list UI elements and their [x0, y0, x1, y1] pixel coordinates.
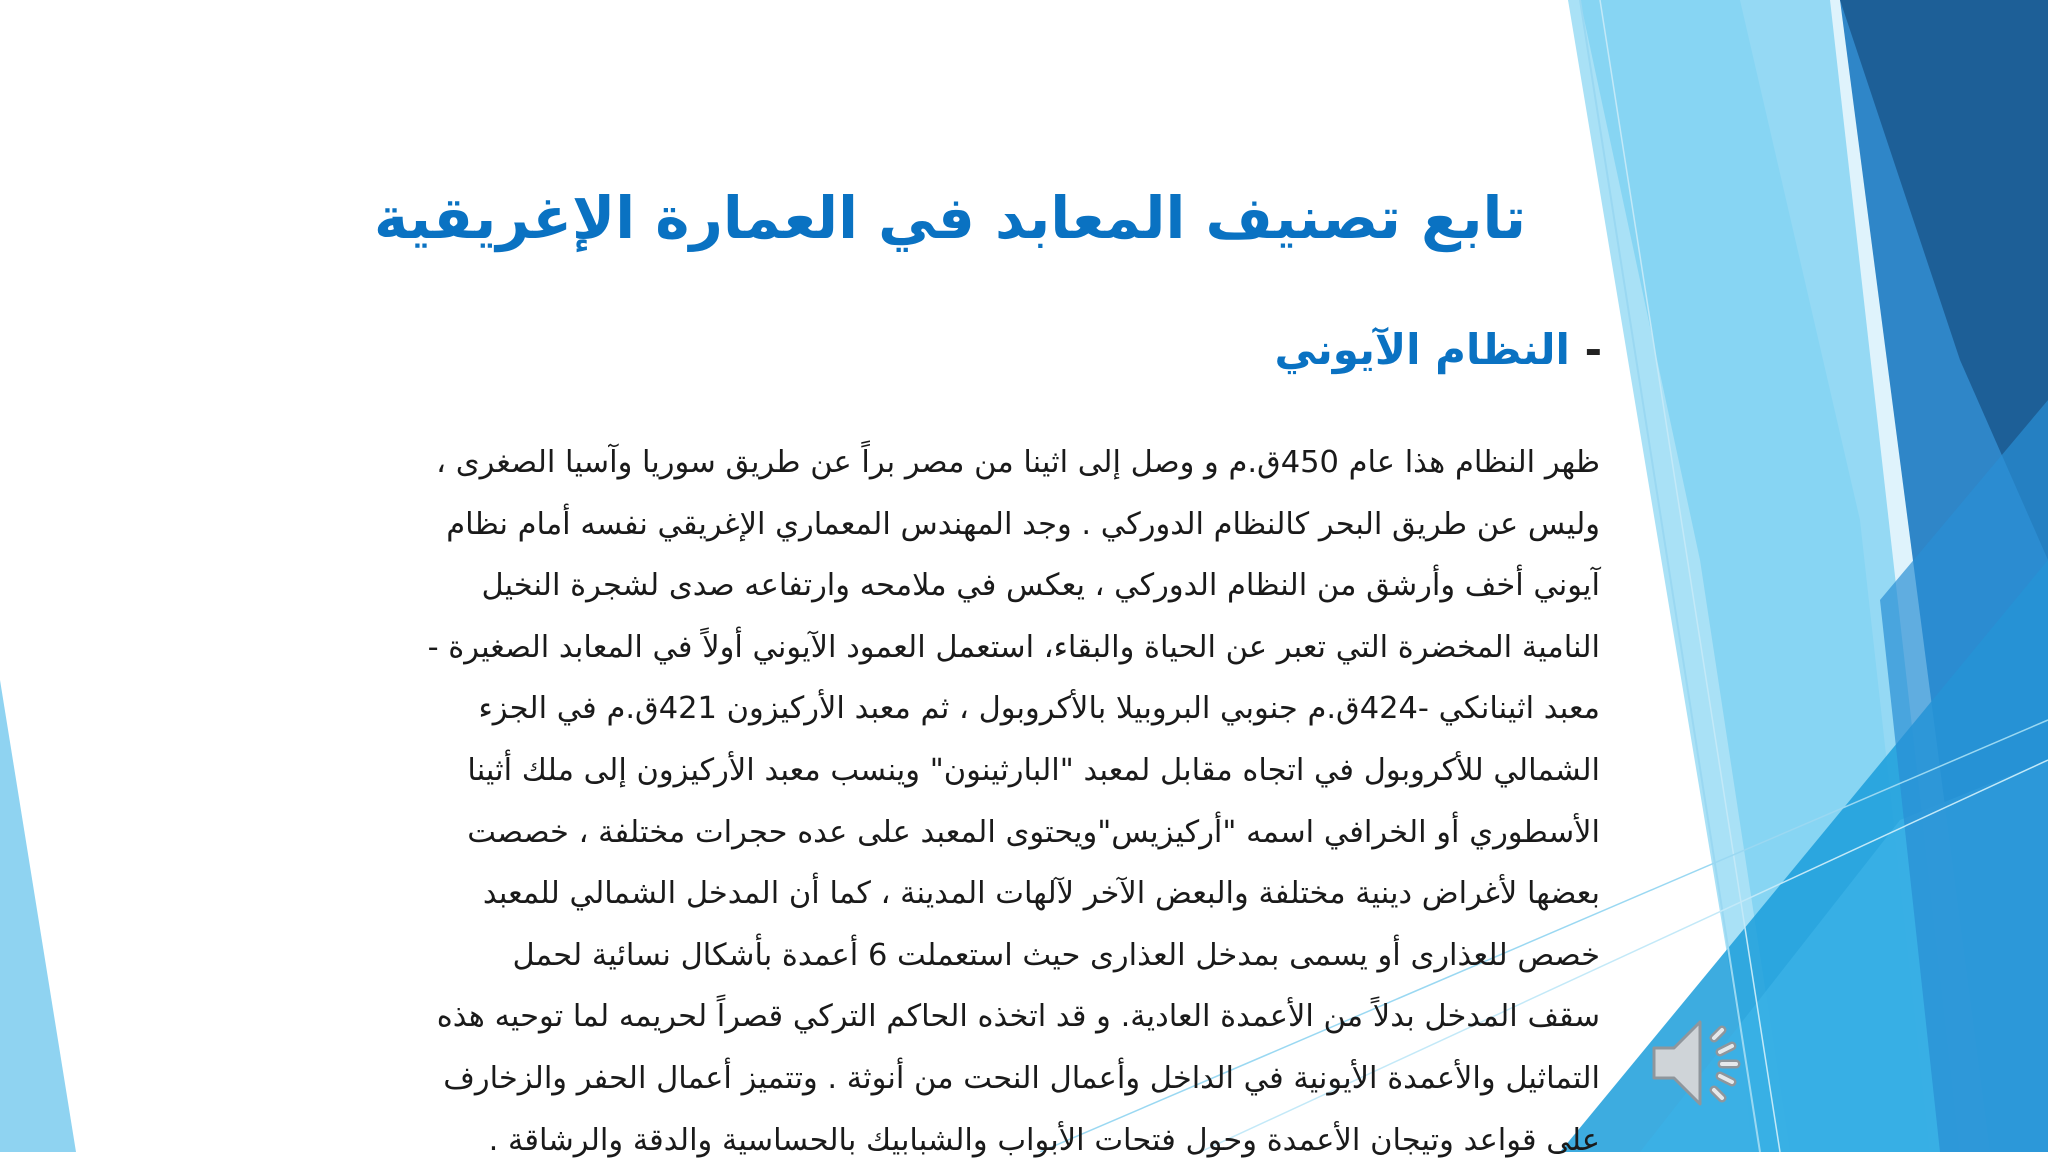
- body-line: وليس عن طريق البحر كالنظام الدوركي . وجد المهندس المعماري الإغريقي نفسه أمام نظام: [446, 506, 1600, 542]
- body-line: ظهر النظام هذا عام 450ق.م و وصل إلى اثينا من مصر براً عن طريق سوريا وآسيا الصغرى ،: [436, 445, 1600, 480]
- body-line: الأسطوري أو الخرافي اسمه "أركيزيس"ويحتوى المعبد على عده حجرات مختلفة ، خصصت: [467, 814, 1600, 850]
- body-line: آيوني أخف وأرشق من النظام الدوركي ، يعكس في ملامحه وارتفاعه صدى لشجرة النخيل: [481, 568, 1600, 604]
- body-line: سقف المدخل بدلاً من الأعمدة العادية. و قد اتخذه الحاكم التركي قصراً لحريمه لما توحيه هذه: [436, 999, 1600, 1035]
- slide-subtitle: [1275, 318, 1603, 382]
- body-line: خصص للعذارى أو يسمى بمدخل العذارى حيث استعملت 6 أعمدة بأشكال نسائية لحمل: [512, 937, 1600, 973]
- slide-title: تابع تصنيف المعابد في العمارة الإغريقية: [373, 184, 1527, 252]
- body-line: معبد اثينانكي -424ق.م جنوبي البروبيلا بالأكروبول ، ثم معبد الأركيزون 421ق.م في الجزء: [478, 691, 1600, 727]
- left-triangle: [0, 680, 76, 1152]
- speaker-icon[interactable]: [1648, 1012, 1754, 1114]
- body-line: الشمالي للأكروبول في اتجاه مقابل لمعبد "البارثينون" وينسب معبد الأركيزون إلى ملك أثينا: [467, 752, 1600, 788]
- body-line: التماثيل والأعمدة الأيونية في الداخل وأعمال النحت من أنوثة . وتتميز أعمال الحفر والزخارف: [443, 1060, 1600, 1096]
- body-line: على قواعد وتيجان الأعمدة وحول فتحات الأبواب والشبابيك بالحساسية والدقة والرشاقة .: [488, 1122, 1600, 1158]
- body-line: النامية المخضرة التي تعبر عن الحياة والبقاء، استعمل العمود الآيوني أولاً في المعابد الصغيرة -: [427, 629, 1600, 665]
- body-text: [300, 432, 1600, 1171]
- body-line: بعضها لأغراض دينية مختلفة والبعض الآخر لآلهات المدينة ، كما أن المدخل الشمالي للمعبد: [482, 876, 1600, 912]
- subtitle-dash: -: [1584, 325, 1602, 374]
- subtitle-text: النظام الآيوني: [1274, 325, 1570, 374]
